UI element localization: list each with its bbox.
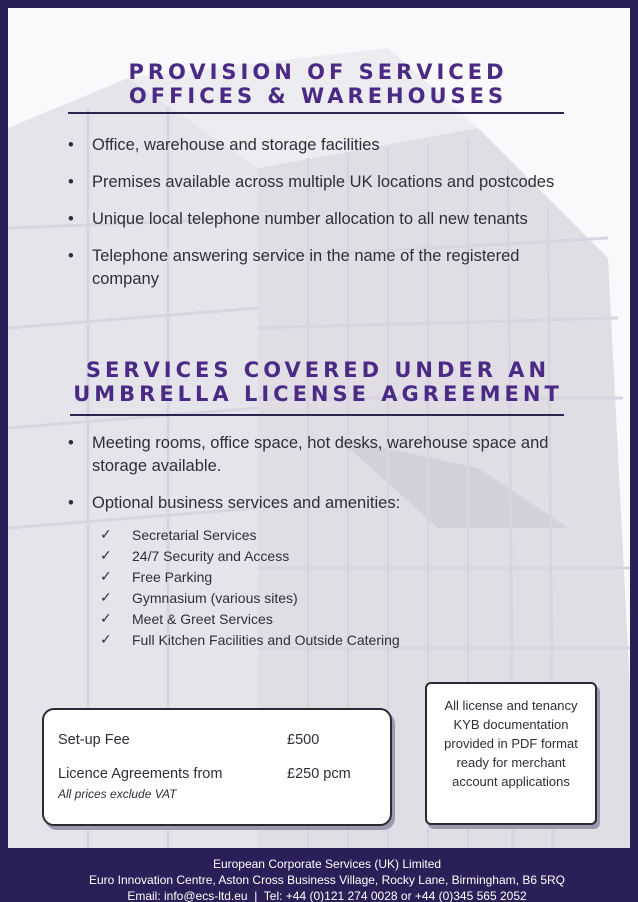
footer-address: Euro Innovation Centre, Aston Cross Business Village, Rocky Lane, Birmingham, B6 5RQ — [88, 873, 565, 887]
licence-fee-label: Licence Agreements from — [58, 766, 223, 782]
list-item — [100, 567, 520, 588]
licence-fee-value: £250 pcm — [287, 766, 351, 782]
section1-title — [68, 60, 568, 108]
setup-fee-value: £500 — [287, 732, 320, 748]
check-icon: ✓ — [100, 527, 112, 543]
check-icon: ✓ — [100, 569, 112, 585]
amenity-label: Full Kitchen Facilities and Outside Catering — [132, 632, 400, 648]
list-item: • Office, warehouse and storage facilities — [66, 134, 606, 157]
section2-rule — [70, 414, 564, 416]
section2-bullets — [66, 432, 586, 515]
list-item — [100, 546, 520, 567]
section1-title-line2: OFFICES & WAREHOUSES — [128, 84, 508, 108]
documentation-box — [425, 682, 597, 825]
amenity-label: Meet & Greet Services — [132, 611, 273, 627]
footer-company: European Corporate Services (UK) Limited — [212, 857, 442, 871]
pricing-box — [42, 708, 392, 826]
amenity-label: Gymnasium (various sites) — [132, 590, 298, 606]
section2-title-line2: UMBRELLA LICENSE AGREEMENT — [73, 382, 563, 406]
check-icon: ✓ — [100, 632, 112, 648]
check-icon: ✓ — [100, 611, 112, 627]
amenities-checklist — [100, 525, 520, 651]
amenity-label: Free Parking — [132, 569, 213, 585]
list-item: • Unique local telephone number allocation to all new tenants — [66, 208, 606, 231]
vat-note: All prices exclude VAT — [58, 787, 177, 801]
list-item: • Meeting rooms, office space, hot desks, warehouse space and storage available. — [66, 432, 587, 478]
check-icon: ✓ — [100, 590, 112, 606]
section1-bullets — [66, 134, 606, 291]
list-item — [100, 630, 520, 651]
list-item — [100, 525, 520, 546]
list-item: • Premises available across multiple UK locations and postcodes — [66, 171, 606, 194]
section1-title-line1: PROVISION OF SERVICED — [128, 60, 508, 84]
content — [8, 8, 638, 848]
section2-title-line1: SERVICES COVERED UNDER AN — [85, 358, 551, 382]
check-icon: ✓ — [100, 548, 112, 564]
list-item: • Optional business services and amenities: — [66, 492, 586, 515]
footer — [8, 848, 638, 902]
list-item: • Telephone answering service in the name of the registered company — [66, 245, 572, 291]
amenity-label: Secretarial Services — [132, 527, 257, 543]
documentation-text: All license and tenancy KYB documentation provided in PDF format ready for merchant account applications — [444, 698, 578, 789]
footer-contact: Email: info@ecs-ltd.eu | Tel: +44 (0)121 274 0028 or +44 (0)345 565 2052 — [127, 889, 527, 902]
section2-title — [48, 358, 588, 406]
setup-fee-label: Set-up Fee — [58, 732, 130, 748]
list-item — [100, 609, 520, 630]
list-item — [100, 588, 520, 609]
amenity-label: 24/7 Security and Access — [132, 548, 290, 564]
section1-rule — [68, 112, 564, 114]
